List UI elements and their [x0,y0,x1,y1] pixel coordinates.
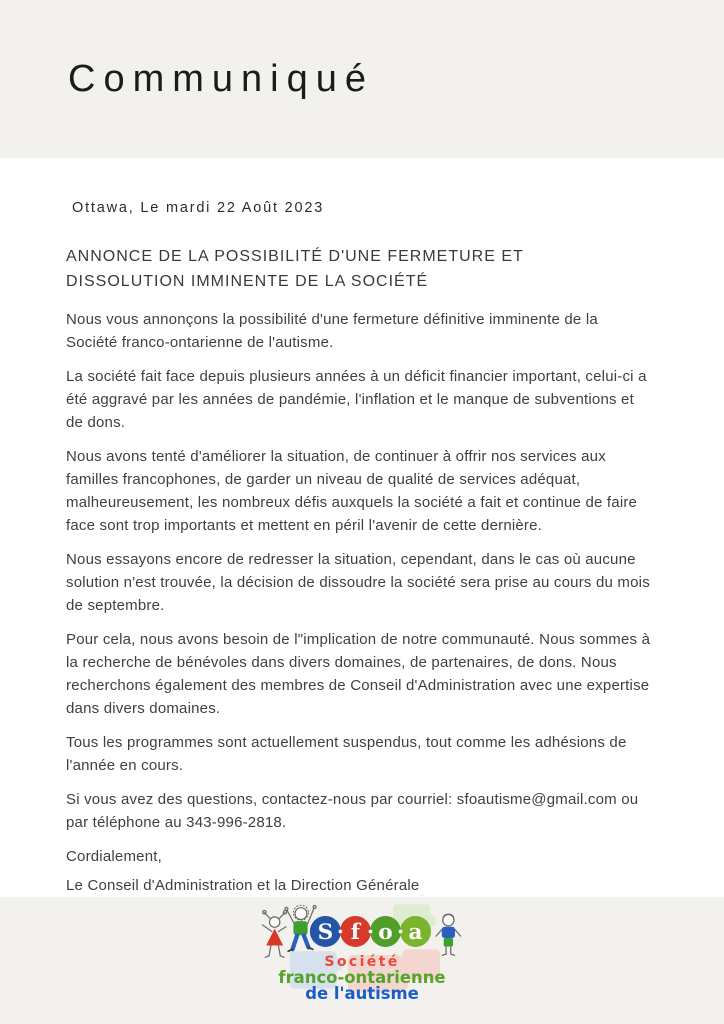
letter-f: f [350,919,361,945]
sfoa-logo-graphic [254,902,470,1006]
closing-line: Cordialement, [66,848,162,865]
page-title: Communiqué [68,58,374,100]
announcement-heading: ANNONCE DE LA POSSIBILITÉ D'UNE FERMETURE ET DISSOLUTION IMMINENTE DE LA SOCIÉTÉ [66,248,524,290]
paragraph-programs-suspended: Tous les programmes sont actuellement suspendus, tout comme les adhésions de l'année en cours. [66,734,627,774]
paragraph-dissolution-deadline: Nous essayons encore de redresser la situation, cependant, dans le cas où aucune solution n'est trouvée, la décision de dissoudre la société sera prise au cours du mois de septembre. [66,551,650,614]
letter-a: a [408,919,423,945]
letter-o: o [378,919,393,945]
paragraph-community-call: Pour cela, nous avons besoin de l"implication de notre communauté. Nous sommes à la recherche de bénévoles dans divers domaines, de partenaires, de dons. Nous recherchons également des membres de Conseil d'Administration avec une expertise dans divers domaines. [66,631,651,717]
wordmark-de-l-autisme: de l'autisme [305,984,419,1004]
sfoa-logo [254,897,470,1006]
letter-s: S [317,919,334,945]
signature-line: Le Conseil d'Administration et la Direction Générale [66,877,420,894]
paragraph-efforts: Nous avons tenté d'améliorer la situation, de continuer à offrir nos services aux familles francophones, de garder un niveau de qualité de services adéquat, malheureusement, les nombreux défis auxquels la société a fait et continue de faire face sont trop importants et mettent en péril l'avenir de cette dernière. [66,448,638,534]
date-line: Ottawa, Le mardi 22 Août 2023 [72,200,325,216]
paragraph-announcement: Nous vous annonçons la possibilité d'une fermeture définitive imminente de la Société franco-ontarienne de l'autisme. [66,311,598,351]
wordmark-societe: Société [324,954,400,971]
footer-band [0,897,724,1024]
wordmark-franco-ontarienne: franco-ontarienne [278,968,446,988]
girl-figure-icon [262,911,286,958]
header-band [0,0,724,158]
sfoa-acronym-circles [310,916,431,947]
paragraph-contact: Si vous avez des questions, contactez-nous par courriel: sfoautisme@gmail.com ou par téléphone au 343-996-2818. [66,791,639,831]
paragraph-deficit: La société fait face depuis plusieurs années à un déficit financier important, celui-ci a été aggravé par les années de pandémie, l'inflation et le manque de subventions et de dons. [66,368,647,431]
standing-boy-figure-icon [436,914,460,955]
letter-body [0,158,724,897]
